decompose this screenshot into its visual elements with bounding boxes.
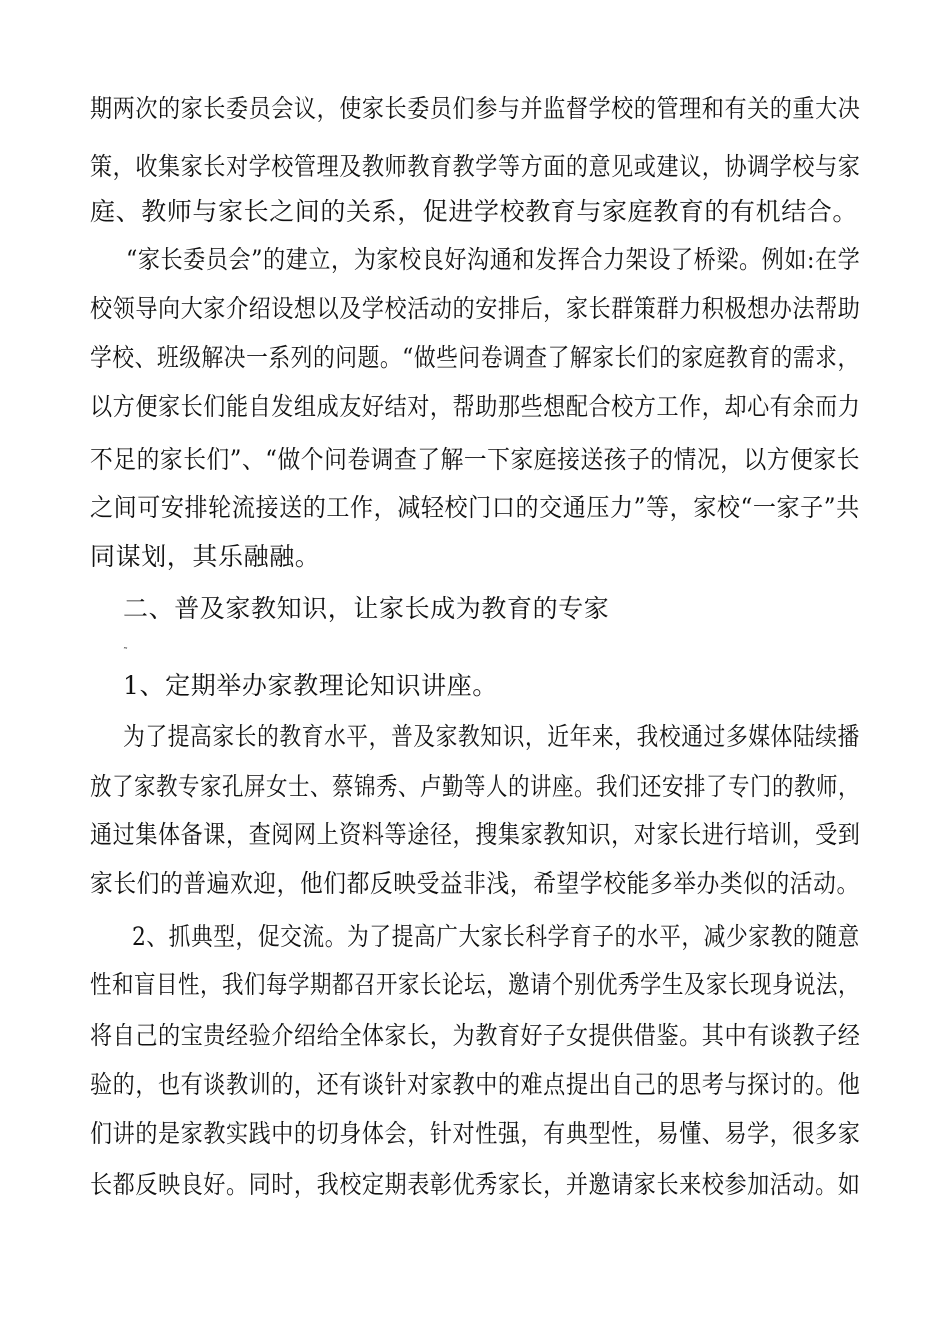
text-line: 验的，也有谈教训的，还有谈针对家教中的难点提出自己的思考与探讨的。他	[90, 1070, 861, 1099]
text-line: 们讲的是家教实践中的切身体会，针对性强，有典型性，易懂、易学，很多家	[90, 1119, 861, 1148]
text-line: 为了提高家长的教育水平，普及家教知识，近年来，我校通过多媒体陆续播	[123, 722, 860, 751]
section-heading: 二、普及家教知识，让家长成为教育的专家	[123, 594, 610, 623]
text-line: 庭、教师与家长之间的关系，促进学校教育与家庭教育的有机结合。	[90, 197, 859, 226]
text-line: 放了家教专家孔屏女士、蔡锦秀、卢勤等人的讲座。我们还安排了专门的教师，	[90, 772, 861, 801]
text-line: 期两次的家长委员会议，使家长委员们参与并监督学校的管理和有关的重大决	[90, 94, 861, 123]
text-line: 将自己的宝贵经验介绍给全体家长，为教育好子女提供借鉴。其中有谈教子经	[90, 1021, 861, 1050]
text-line: 2、抓典型，促交流。为了提高广大家长科学育子的水平，减少家教的随意	[132, 922, 860, 951]
text-line: 以方便家长们能自发组成友好结对，帮助那些想配合校方工作，却心有余而力	[90, 392, 861, 421]
text-line: 学校、班级解决一系列的问题。“做些问卷调查了解家长们的家庭教育的需求，	[90, 343, 860, 372]
text-line: 家长们的普遍欢迎，他们都反映受益非浅，希望学校能多举办类似的活动。	[90, 869, 860, 898]
text-line: 性和盲目性，我们每学期都召开家长论坛，邀请个别优秀学生及家长现身说法，	[90, 970, 861, 999]
text-line: 同谋划，其乐融融。	[90, 542, 321, 571]
text-line: 通过集体备课，查阅网上资料等途径，搜集家教知识，对家长进行培训，受到	[90, 820, 861, 849]
text-line: 不足的家长们”、“做个问卷调查了解一下家庭接送孩子的情况，以方便家长	[90, 445, 861, 474]
subsection-heading: 1、定期举办家教理论知识讲座。	[123, 671, 498, 700]
stray-mark: ˜	[123, 647, 128, 658]
text-line: 之间可安排轮流接送的工作，减轻校门口的交通压力”等，家校“一家子”共	[90, 493, 860, 522]
text-line: 长都反映良好。同时，我校定期表彰优秀家长，并邀请家长来校参加活动。如	[90, 1170, 861, 1199]
text-line: 校领导向大家介绍设想以及学校活动的安排后，家长群策群力积极想办法帮助	[90, 294, 861, 323]
text-line: 策，收集家长对学校管理及教师教育教学等方面的意见或建议，协调学校与家	[90, 152, 861, 181]
text-line: “家长委员会”的建立，为家校良好沟通和发挥合力架设了桥梁。例如:在学	[126, 245, 861, 274]
